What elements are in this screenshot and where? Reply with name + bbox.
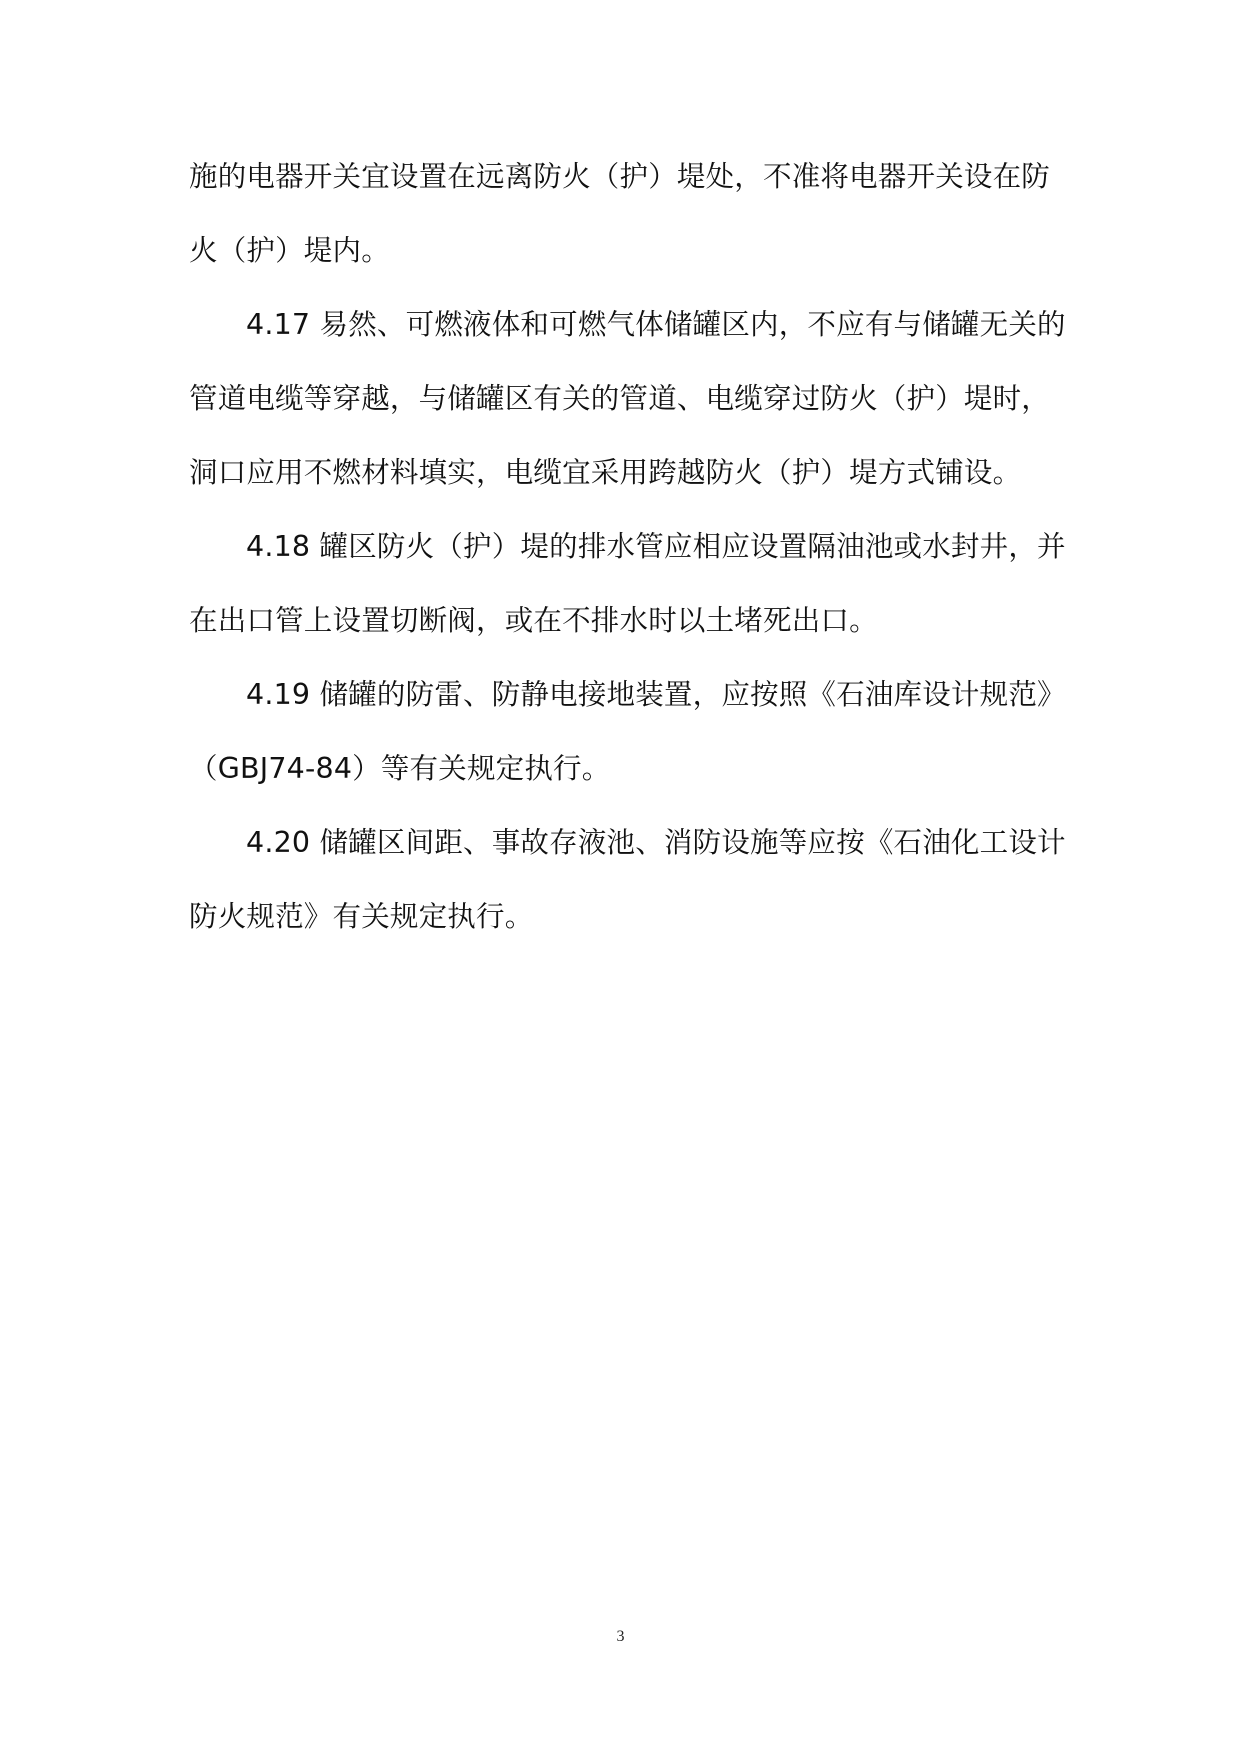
clause-4-17-line-3: 洞口应用不燃材料填实，电缆宜采用跨越防火（护）堤方式铺设。: [189, 456, 1022, 489]
clause-4-19-line-2: （GBJ74-84）等有关规定执行。: [189, 752, 611, 785]
clause-4-17-line-2: 管道电缆等穿越，与储罐区有关的管道、电缆穿过防火（护）堤时，: [189, 382, 1051, 415]
clause-4-17-line-1: 4.17 易然、可燃液体和可燃气体储罐区内，不应有与储罐无关的: [246, 308, 1066, 341]
paragraph-continuation-line-1: 施的电器开关宜设置在远离防火（护）堤处，不准将电器开关设在防: [189, 160, 1051, 193]
document-body: [189, 140, 1066, 954]
paragraph-continuation-line-2: 火（护）堤内。: [189, 234, 390, 267]
clause-4-20-line-2: 防火规范》有关规定执行。: [189, 900, 534, 933]
page-number: 3: [616, 1628, 625, 1645]
clause-4-18-line-2: 在出口管上设置切断阀，或在不排水时以土堵死出口。: [189, 604, 878, 637]
clause-4-19-line-1: 4.19 储罐的防雷、防静电接地装置，应按照《石油库设计规范》: [246, 678, 1066, 711]
clause-4-18-line-1: 4.18 罐区防火（护）堤的排水管应相应设置隔油池或水封井，并: [246, 530, 1066, 563]
clause-4-20-line-1: 4.20 储罐区间距、事故存液池、消防设施等应按《石油化工设计: [246, 826, 1066, 859]
